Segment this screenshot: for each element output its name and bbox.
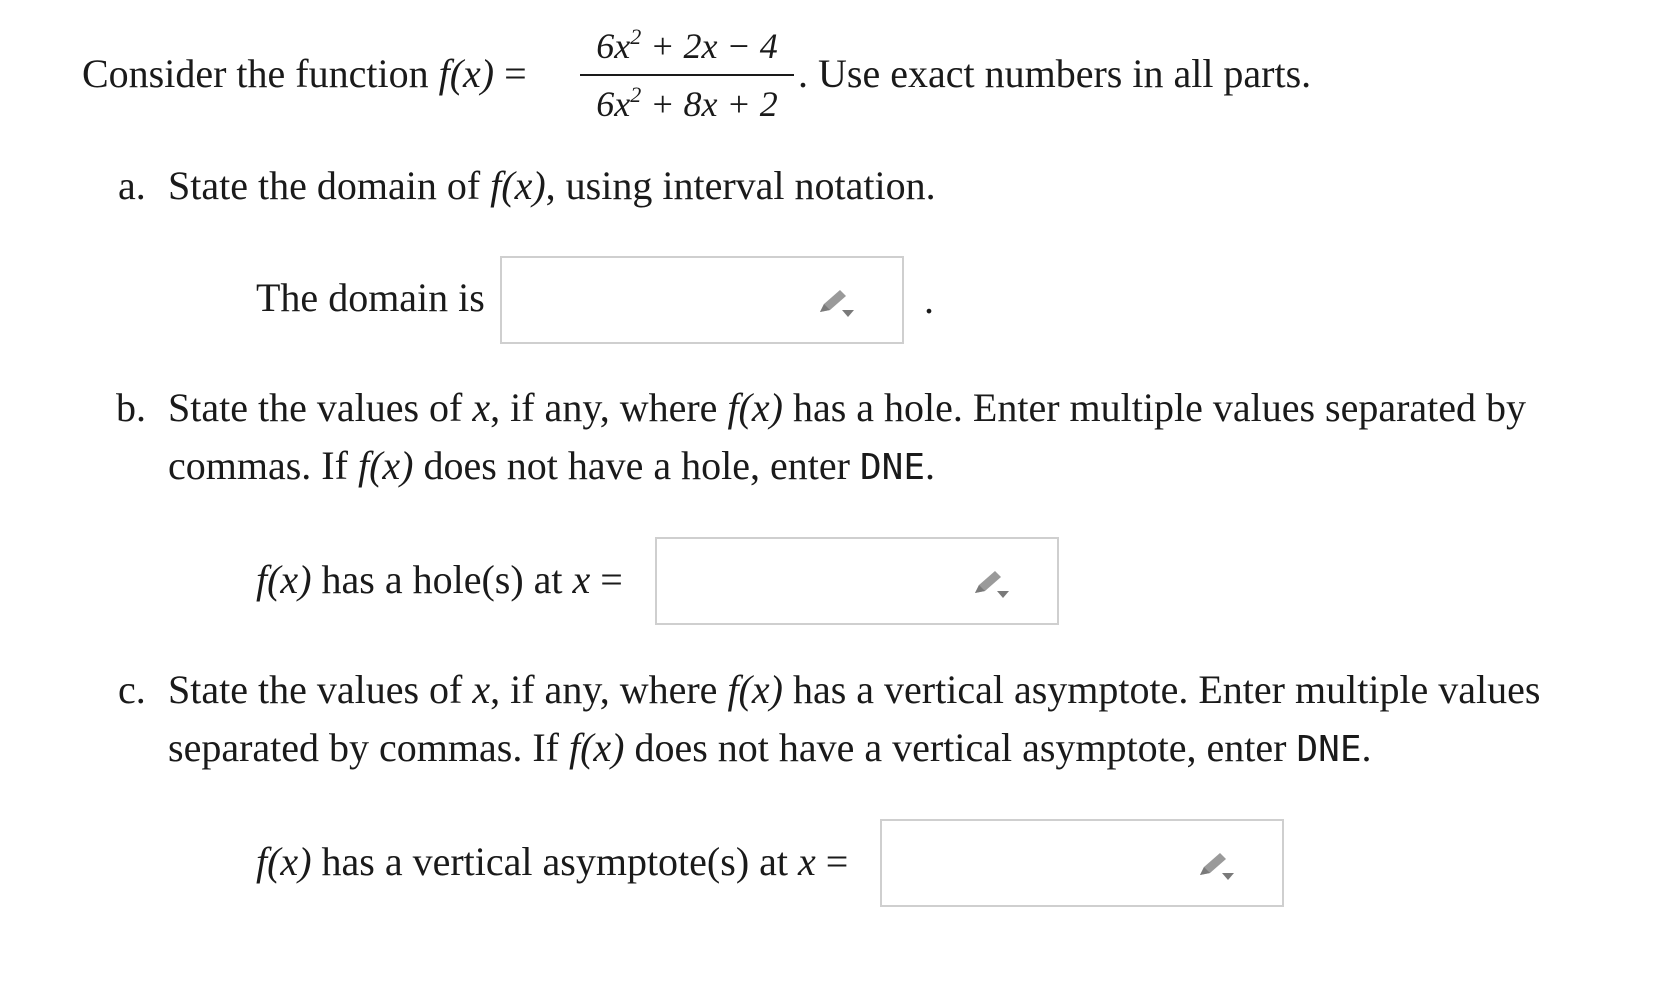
pencil-dropdown-icon[interactable]	[971, 567, 1013, 601]
domain-answer-box[interactable]	[500, 256, 904, 344]
fraction-denominator: $6x^2 + 8x + 2$	[596, 82, 778, 124]
domain-period: .	[924, 277, 934, 322]
part-a-question: State the domain of f(x), using interval notation.	[168, 163, 936, 208]
part-b-question-line1: State the values of x, if any, where f(x) has a hole. Enter multiple values separated by	[168, 385, 1527, 430]
intro-equals: =	[504, 51, 527, 96]
dne-code: DNE	[1296, 729, 1362, 770]
asymptote-input[interactable]	[890, 829, 1194, 899]
intro-suffix: . Use exact numbers in all parts.	[798, 51, 1312, 96]
intro-prefix: Consider the function	[82, 51, 429, 96]
dne-code: DNE	[859, 447, 926, 488]
pencil-dropdown-icon[interactable]	[816, 286, 858, 320]
part-c-question-line2: separated by commas. If f(x) does not have a vertical asymptote, enter DNE.	[168, 725, 1372, 770]
part-a-letter: a.	[118, 163, 146, 208]
pencil-dropdown-icon[interactable]	[1196, 849, 1238, 883]
domain-label: The domain is	[256, 275, 485, 320]
part-b-question-line2: commas. If f(x) does not have a hole, enter DNE.	[168, 443, 936, 488]
asymptote-answer-box[interactable]	[880, 819, 1284, 907]
fraction-bar	[580, 74, 794, 76]
part-c-letter: c.	[118, 667, 146, 712]
function-fraction	[580, 24, 794, 126]
asymptote-label: f(x) has a vertical asymptote(s) at x =	[256, 839, 849, 884]
hole-input[interactable]	[665, 547, 969, 617]
intro-line	[82, 50, 527, 98]
domain-input[interactable]	[510, 266, 814, 336]
part-b-letter: b.	[116, 385, 146, 430]
hole-label: f(x) has a hole(s) at x =	[256, 557, 623, 602]
fraction-numerator: $6x^2 + 2x - 4$	[596, 24, 778, 66]
hole-answer-box[interactable]	[655, 537, 1059, 625]
part-c-question-line1: State the values of x, if any, where f(x) has a vertical asymptote. Enter multiple values	[168, 667, 1541, 712]
intro-func-name: f(x)	[438, 51, 495, 96]
